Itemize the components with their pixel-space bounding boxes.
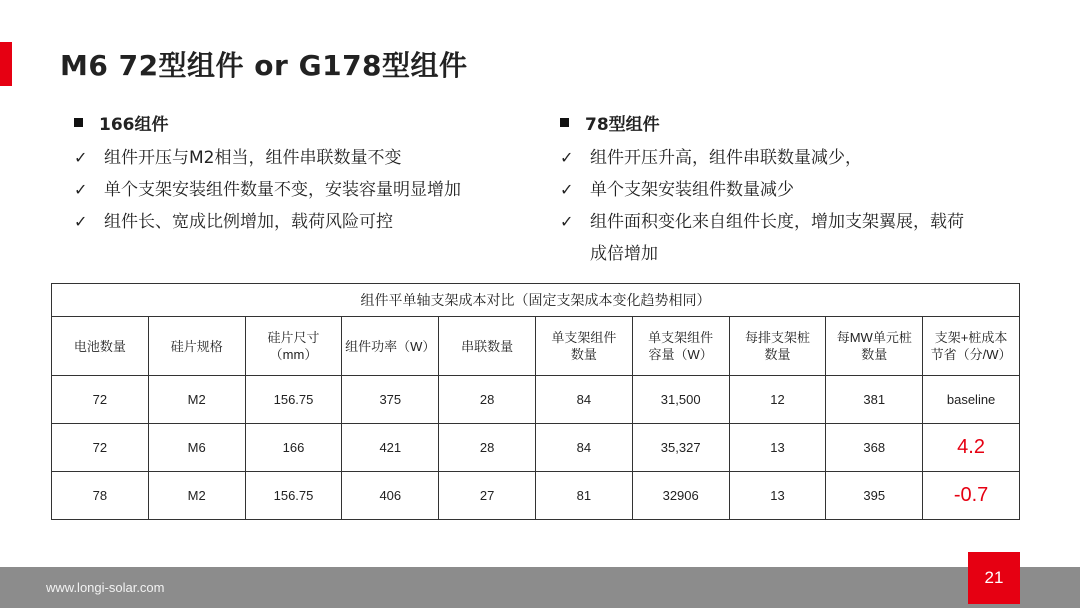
right-heading bbox=[560, 108, 1020, 136]
savings-highlight-cell: 4.2 bbox=[923, 424, 1020, 472]
table-cell: 31,500 bbox=[632, 376, 729, 424]
check-icon: ✓ bbox=[560, 148, 574, 167]
header-line: 节省（分/W） bbox=[930, 347, 1012, 362]
header-line: 数量 bbox=[861, 347, 888, 362]
table-cell: M2 bbox=[148, 376, 245, 424]
table-cell: 421 bbox=[342, 424, 439, 472]
table-cell: 395 bbox=[826, 472, 923, 520]
bullet-text: 组件开压升高，组件串联数量减少， bbox=[590, 148, 862, 168]
left-column bbox=[74, 108, 514, 238]
bullet-text: 单个支架安装组件数量减少 bbox=[590, 180, 794, 200]
check-icon: ✓ bbox=[74, 180, 88, 199]
header-line: 硅片规格 bbox=[170, 338, 223, 354]
header-cell bbox=[632, 317, 729, 376]
table-row bbox=[52, 424, 1020, 472]
bullet-text: 成倍增加 bbox=[590, 244, 658, 264]
table-cell: 156.75 bbox=[245, 376, 342, 424]
header-cell bbox=[535, 317, 632, 376]
check-icon: ✓ bbox=[74, 212, 88, 231]
table-cell: 84 bbox=[535, 424, 632, 472]
table-cell: 81 bbox=[535, 472, 632, 520]
table-cell: 13 bbox=[729, 424, 826, 472]
table-cell: baseline bbox=[923, 376, 1020, 424]
header-line: 每MW单元桩 bbox=[836, 330, 912, 345]
right-heading-text: 78型组件 bbox=[585, 114, 660, 135]
left-heading-text: 166组件 bbox=[99, 114, 169, 135]
table-cell: 13 bbox=[729, 472, 826, 520]
check-icon: ✓ bbox=[74, 148, 88, 167]
table-cell: 78 bbox=[52, 472, 149, 520]
table-cell: 28 bbox=[439, 376, 536, 424]
header-line: 电池数量 bbox=[73, 338, 126, 354]
header-line: 支架+桩成本 bbox=[934, 330, 1008, 345]
table-cell: 72 bbox=[52, 376, 149, 424]
header-line: 硅片尺寸 bbox=[267, 330, 320, 345]
right-column bbox=[560, 108, 1020, 270]
header-cell bbox=[245, 317, 342, 376]
table-cell: 28 bbox=[439, 424, 536, 472]
title-accent-bar bbox=[0, 42, 12, 86]
header-cell bbox=[439, 317, 536, 376]
right-bullet-2 bbox=[560, 174, 1020, 206]
table-cell: M2 bbox=[148, 472, 245, 520]
header-cell bbox=[342, 317, 439, 376]
table-cell: 156.75 bbox=[245, 472, 342, 520]
table-cell: 27 bbox=[439, 472, 536, 520]
left-bullet-3 bbox=[74, 206, 514, 238]
table-header-row bbox=[52, 317, 1020, 376]
header-line: 单支架组件 bbox=[551, 330, 617, 345]
table-cell: 368 bbox=[826, 424, 923, 472]
bullet-text: 组件面积变化来自组件长度，增加支架翼展，载荷 bbox=[590, 212, 964, 232]
table-cell: 381 bbox=[826, 376, 923, 424]
bullet-text: 组件开压与M2相当，组件串联数量不变 bbox=[104, 148, 402, 168]
header-cell bbox=[826, 317, 923, 376]
header-line: （mm） bbox=[269, 347, 318, 362]
table-row bbox=[52, 472, 1020, 520]
header-line: 单支架组件 bbox=[648, 330, 714, 345]
table-cell: 406 bbox=[342, 472, 439, 520]
header-line: 容量（W） bbox=[648, 347, 713, 362]
slide-title: M6 72型组件 or G178型组件 bbox=[60, 49, 468, 82]
table-cell: 375 bbox=[342, 376, 439, 424]
footer-url: www.longi-solar.com bbox=[46, 580, 165, 595]
table-cell: 166 bbox=[245, 424, 342, 472]
table-caption: 组件平单轴支架成本对比（固定支架成本变化趋势相同） bbox=[52, 284, 1020, 317]
header-line: 每排支架桩 bbox=[744, 330, 810, 345]
table-cell: M6 bbox=[148, 424, 245, 472]
bullet-text: 单个支架安装组件数量不变，安装容量明显增加 bbox=[104, 180, 461, 200]
check-icon: ✓ bbox=[560, 212, 574, 231]
right-bullet-3-continued bbox=[560, 238, 1020, 270]
table-cell: 12 bbox=[729, 376, 826, 424]
header-line: 数量 bbox=[570, 347, 597, 362]
right-bullet-3 bbox=[560, 206, 1020, 238]
square-bullet-icon bbox=[74, 118, 83, 127]
check-icon: ✓ bbox=[560, 180, 574, 199]
table-cell: 84 bbox=[535, 376, 632, 424]
page-number: 21 bbox=[968, 552, 1020, 604]
left-heading bbox=[74, 108, 514, 136]
header-cell bbox=[52, 317, 149, 376]
cost-comparison-table bbox=[51, 283, 1020, 520]
right-bullet-1 bbox=[560, 142, 1020, 174]
left-bullet-2 bbox=[74, 174, 514, 206]
header-line: 数量 bbox=[764, 347, 791, 362]
table-cell: 35,327 bbox=[632, 424, 729, 472]
left-bullet-1 bbox=[74, 142, 514, 174]
savings-highlight-cell: -0.7 bbox=[923, 472, 1020, 520]
header-cell bbox=[923, 317, 1020, 376]
header-cell bbox=[729, 317, 826, 376]
bullet-text: 组件长、宽成比例增加，载荷风险可控 bbox=[104, 212, 393, 232]
header-line: 串联数量 bbox=[461, 338, 514, 354]
table-cell: 72 bbox=[52, 424, 149, 472]
header-line: 组件功率（W） bbox=[345, 338, 436, 354]
table-row bbox=[52, 376, 1020, 424]
table-caption-row bbox=[52, 284, 1020, 317]
table-cell: 32906 bbox=[632, 472, 729, 520]
square-bullet-icon bbox=[560, 118, 569, 127]
header-cell bbox=[148, 317, 245, 376]
